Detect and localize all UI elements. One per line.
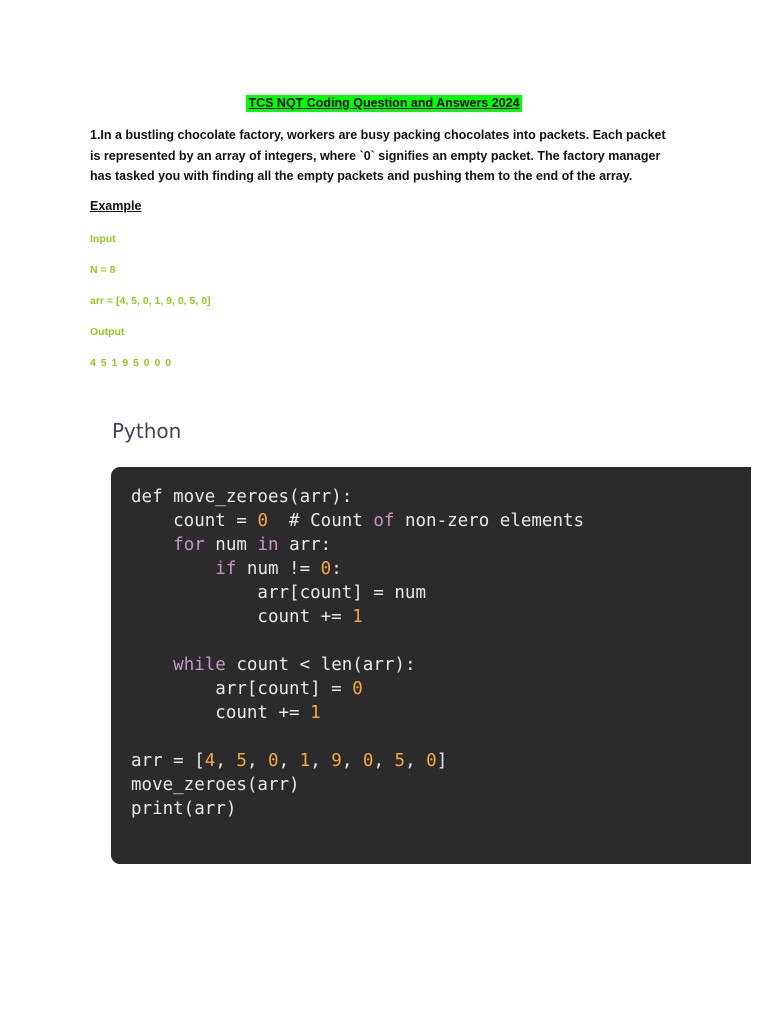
code-token: , <box>310 751 332 771</box>
code-token: 1 <box>299 751 311 771</box>
code-token: 0 <box>268 751 279 771</box>
code-line <box>131 703 321 723</box>
code-token: 9 <box>331 751 342 771</box>
code-token: count += <box>131 703 311 723</box>
input-label: Input <box>90 233 116 245</box>
code-token: count += <box>131 607 353 627</box>
code-token: def move_zeroes(arr): <box>131 487 353 507</box>
code-token: 0 <box>426 751 437 771</box>
code-token: # Count <box>267 511 374 531</box>
example-heading: Example <box>90 199 142 213</box>
code-block[interactable] <box>111 467 751 864</box>
code-token <box>131 559 215 579</box>
code-token: , <box>341 751 363 771</box>
code-token: num != <box>236 559 321 579</box>
code-token: 4 <box>204 751 216 771</box>
input-n-line: N = 8 <box>90 264 116 276</box>
code-token: if <box>215 559 237 579</box>
code-line <box>131 655 416 675</box>
language-label: Python <box>112 419 182 443</box>
code-token: 1 <box>310 703 321 723</box>
code-token: non-zero elements <box>394 511 585 531</box>
code-line <box>131 799 236 819</box>
code-token: 1 <box>352 607 363 627</box>
code-token <box>131 655 173 675</box>
code-line <box>131 607 363 627</box>
code-line <box>131 775 300 795</box>
code-token: , <box>246 751 269 771</box>
code-token: , <box>373 751 395 771</box>
code-token: arr[count] = num <box>131 583 427 603</box>
code-line <box>131 487 352 507</box>
code-token: for <box>173 535 205 555</box>
code-token: , <box>215 751 237 771</box>
code-token: move_zeroes(arr) <box>131 775 300 795</box>
code-line <box>131 679 363 699</box>
output-label: Output <box>90 326 125 338</box>
code-token: num <box>204 535 258 555</box>
code-token: count < len(arr): <box>225 655 416 675</box>
code-token: arr[count] = <box>131 679 353 699</box>
code-line <box>131 559 342 579</box>
code-token: ] <box>436 751 448 771</box>
code-token: while <box>173 655 226 675</box>
code-token: , <box>405 751 427 771</box>
code-token: 0 <box>320 559 332 579</box>
code-token: count = <box>131 511 258 531</box>
code-token: print(arr) <box>131 799 237 819</box>
code-token: 0 <box>257 511 268 531</box>
code-token: arr: <box>278 535 332 555</box>
code-token: 0 <box>362 751 374 771</box>
code-token: arr = [ <box>131 751 205 771</box>
code-token <box>131 535 173 555</box>
output-value: 4 5 1 9 5 0 0 0 <box>90 357 173 369</box>
input-array-line: arr = [4, 5, 0, 1, 9, 0, 5, 0] <box>90 295 211 307</box>
code-token: 5 <box>394 751 406 771</box>
code-token: in <box>257 535 279 555</box>
code-token: 5 <box>236 751 247 771</box>
code-token: of <box>373 511 395 531</box>
code-line <box>131 583 426 603</box>
title-container <box>0 94 768 112</box>
page-title: TCS NQT Coding Question and Answers 2024 <box>248 96 520 110</box>
code-token: 0 <box>352 679 363 699</box>
code-line <box>131 751 447 771</box>
code-token: , <box>278 751 300 771</box>
question-text: 1.In a bustling chocolate factory, workers are busy packing chocolates into packets. Each packet is represented by an array of integers, where `0` signifies an empty packet. The factory manager has tasked you with finding all the empty packets and pushing them to the end of the array. <box>90 128 666 183</box>
code-line <box>131 511 584 531</box>
code-content <box>131 485 751 821</box>
code-token: : <box>331 559 342 579</box>
code-line <box>131 535 331 555</box>
